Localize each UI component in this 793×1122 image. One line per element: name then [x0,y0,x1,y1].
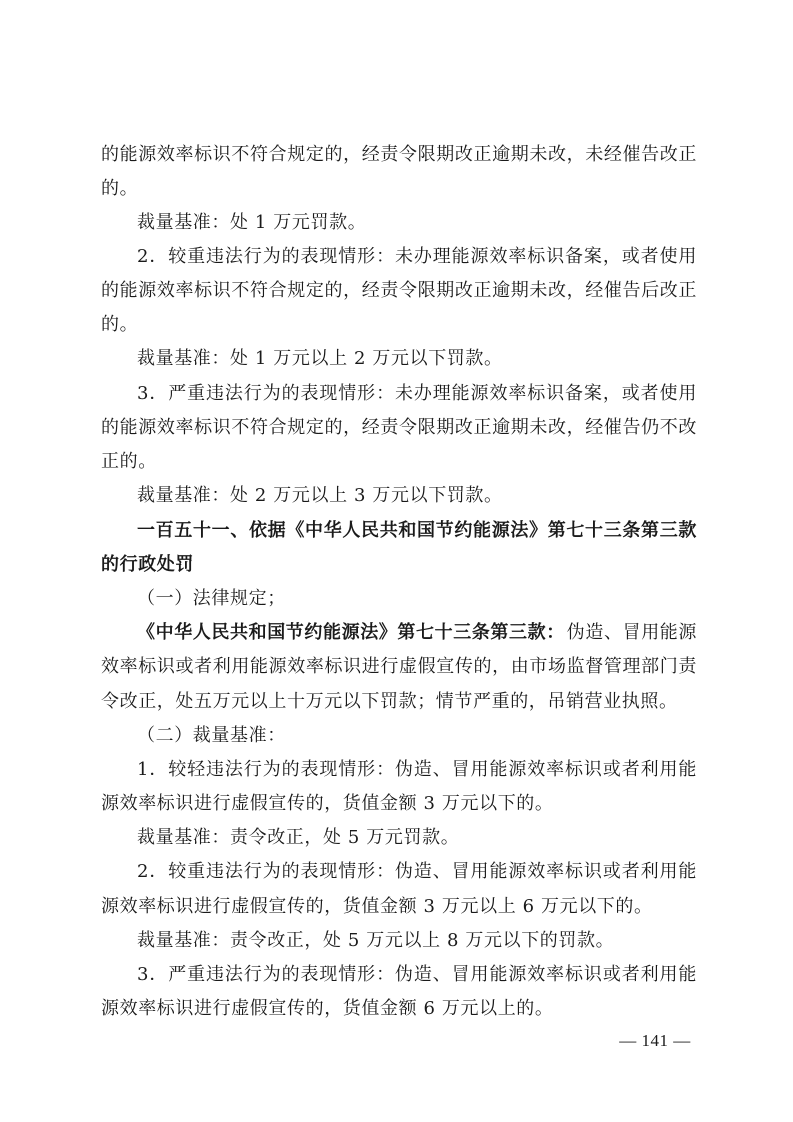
text-line: 正的。 [101,451,157,472]
text-line: 源效率标识进行虚假宣传的，货值金额 3 万元以下的。 [101,793,554,814]
text-line: 的。 [101,314,139,335]
text-line: 的能源效率标识不符合规定的，经责令限期改正逾期未改，经催告后改正 [101,280,697,301]
section-heading-cont: 的行政处罚 [101,554,194,575]
text-line: （一）法律规定； [137,588,286,609]
law-citation: 《中华人民共和国节约能源法》第七十三条第三款： [137,622,565,643]
text-line: 2．较重违法行为的表现情形：伪造、冒用能源效率标识或者利用能 [137,861,697,882]
text-line: 源效率标识进行虚假宣传的，货值金额 6 万元以上的。 [101,998,554,1019]
text-line: 的。 [101,178,139,199]
text-line: 裁量基准：处 1 万元罚款。 [137,212,367,233]
text-span: 伪造、冒用能源 [566,622,697,643]
text-line: （二）裁量基准： [137,725,286,746]
text-line: 源效率标识进行虚假宣传的，货值金额 3 万元以上 6 万元以下的。 [101,896,653,917]
law-citation-line [137,616,697,650]
text-line: 效率标识或者利用能源效率标识进行虚假宣传的，由市场监督管理部门责 [101,656,697,677]
page-number: — 141 — [619,1031,691,1050]
text-line: 2．较重违法行为的表现情形：未办理能源效率标识备案，或者使用 [137,246,697,267]
text-line: 3．严重违法行为的表现情形：未办理能源效率标识备案，或者使用 [137,383,697,404]
text-line: 的能源效率标识不符合规定的，经责令限期改正逾期未改，未经催告改正 [101,144,697,165]
text-line: 令改正，处五万元以上十万元以下罚款；情节严重的，吊销营业执照。 [101,691,678,712]
text-line: 裁量基准：责令改正，处 5 万元罚款。 [137,827,460,848]
text-line: 裁量基准：处 2 万元以上 3 万元以下罚款。 [137,485,503,506]
text-line: 的能源效率标识不符合规定的，经责令限期改正逾期未改，经催告仍不改 [101,417,697,438]
text-line: 裁量基准：责令改正，处 5 万元以上 8 万元以下的罚款。 [137,930,615,951]
section-heading: 一百五十一、依据《中华人民共和国节约能源法》第七十三条第三款 [137,520,697,541]
text-line: 3．严重违法行为的表现情形：伪造、冒用能源效率标识或者利用能 [137,964,697,985]
text-line: 1．较轻违法行为的表现情形：伪造、冒用能源效率标识或者利用能 [137,759,697,780]
text-line: 裁量基准：处 1 万元以上 2 万元以下罚款。 [137,348,503,369]
